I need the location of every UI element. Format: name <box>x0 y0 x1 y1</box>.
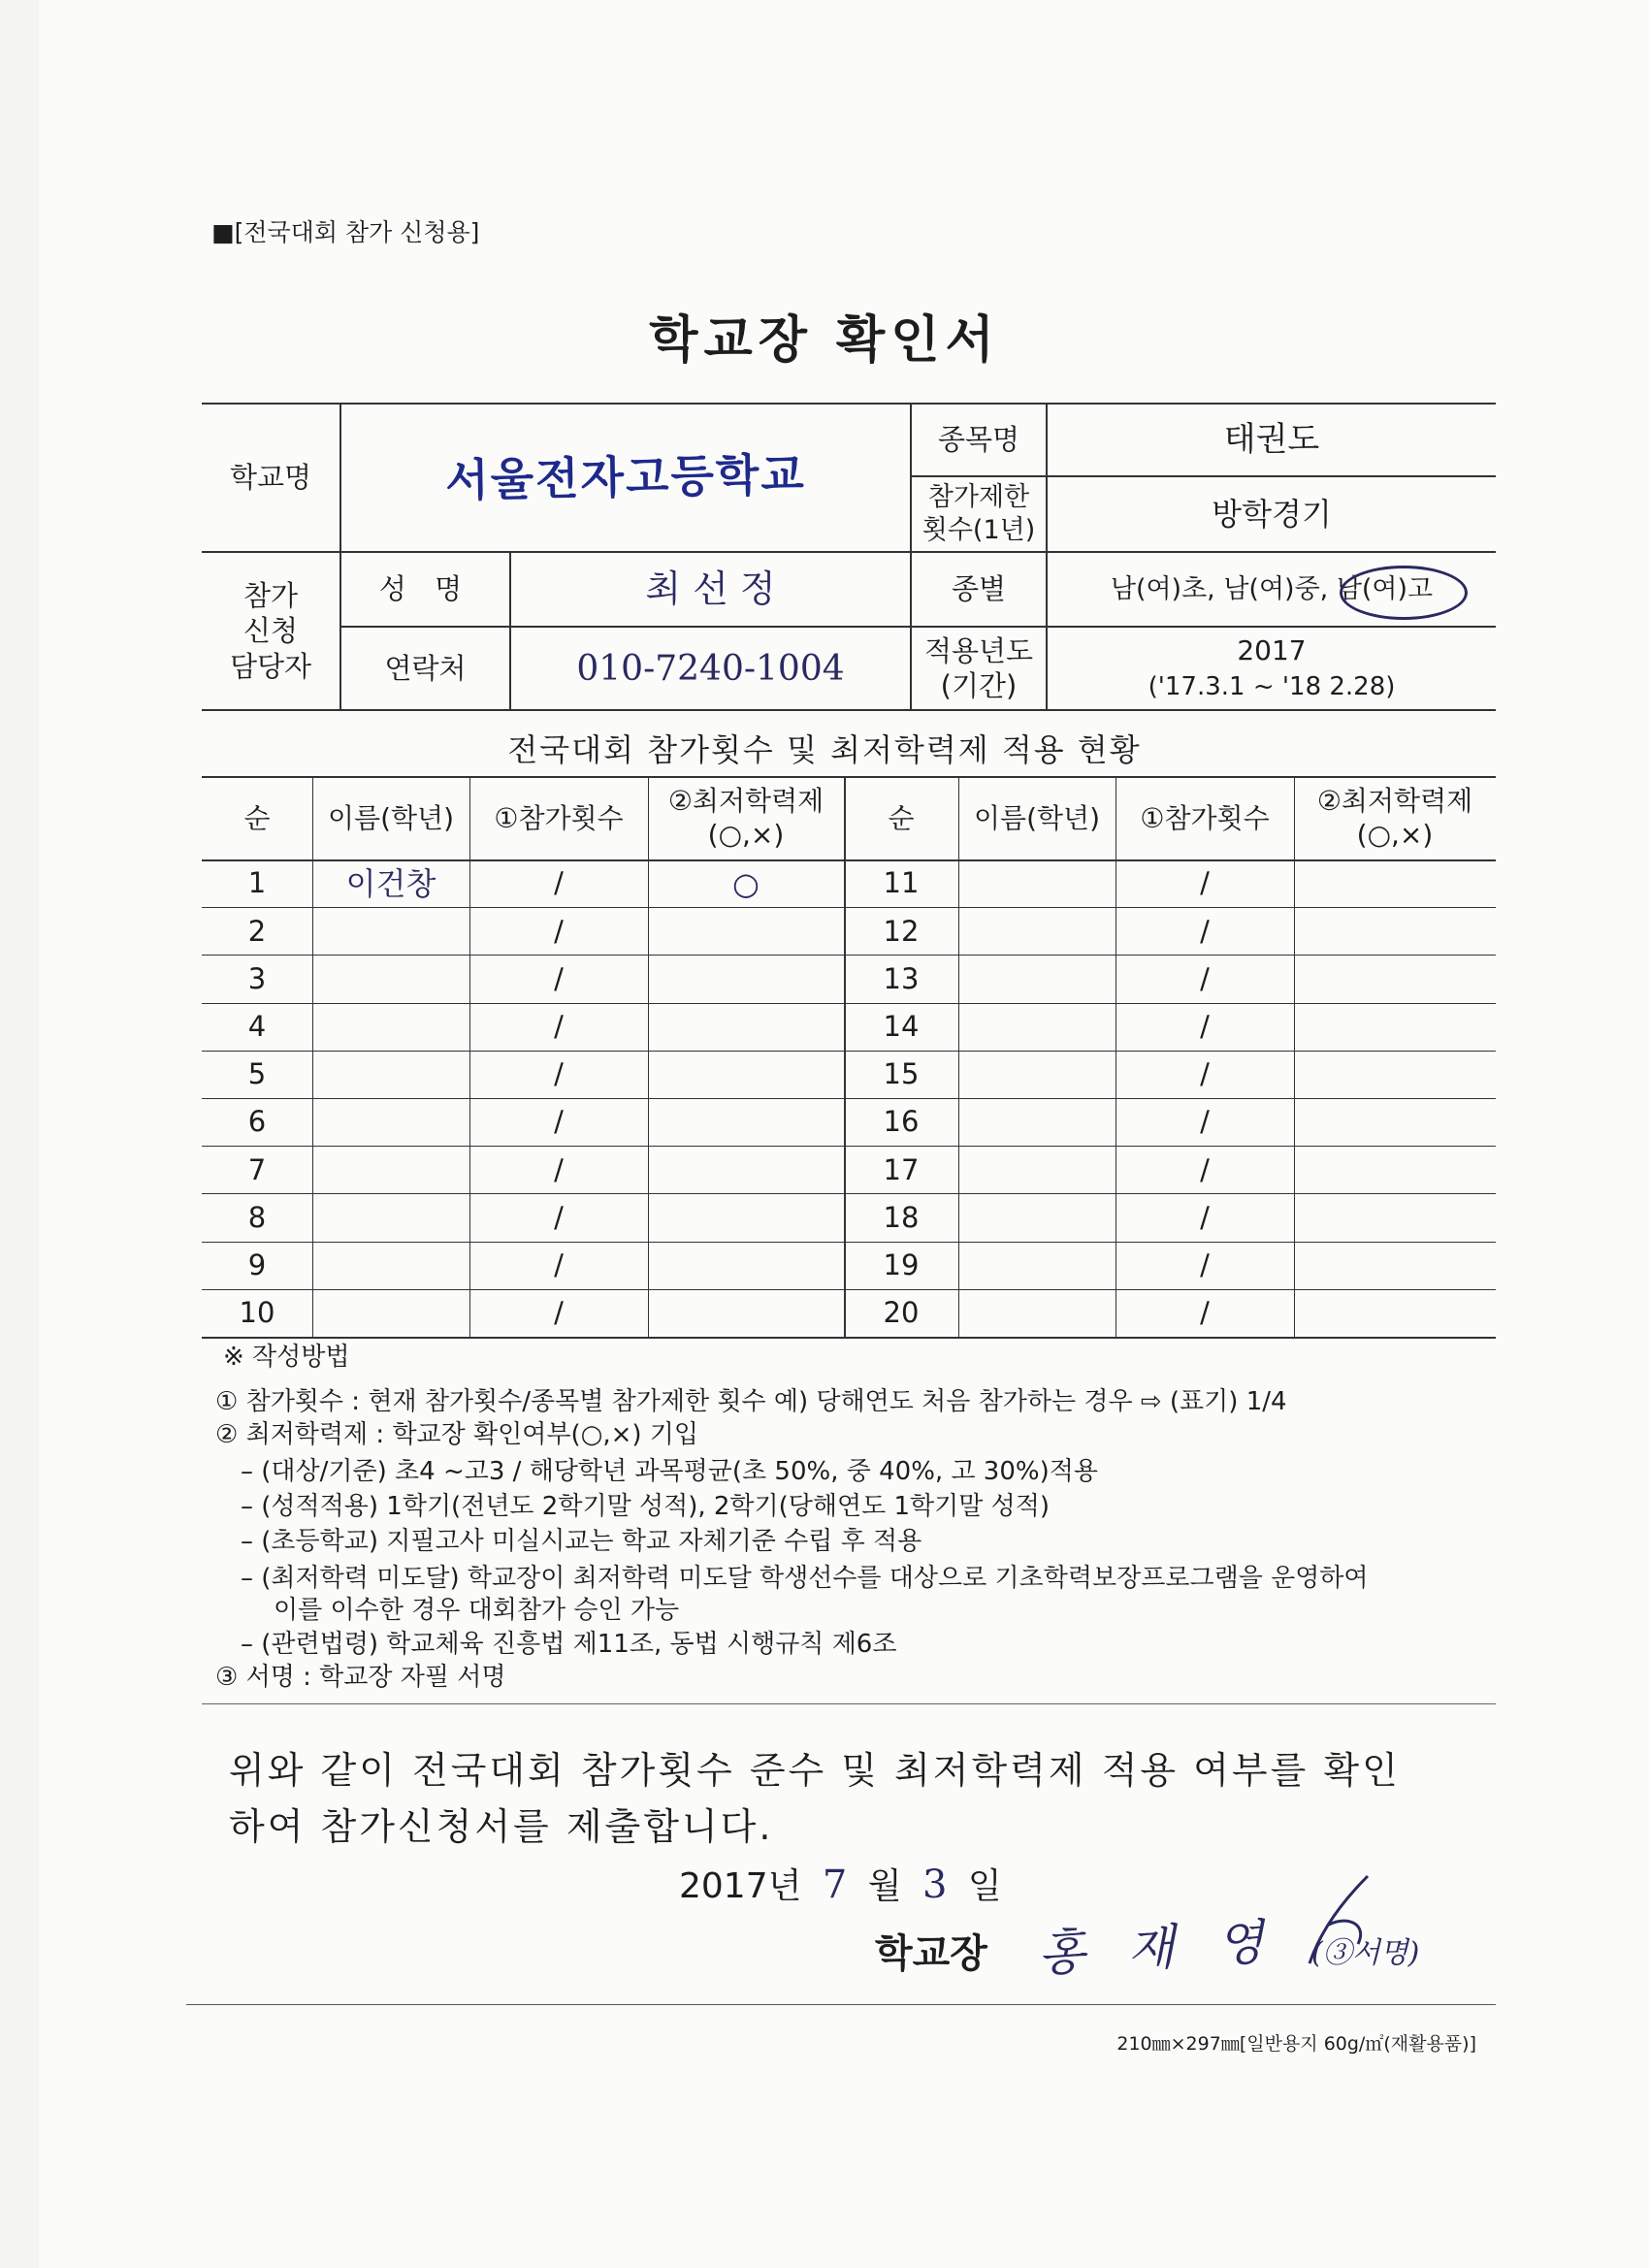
table-cell-l-min <box>648 1051 844 1098</box>
table-cell-l-min <box>648 1146 844 1193</box>
table-cell-l-no: 7 <box>247 1152 267 1186</box>
table-cell-l-name <box>312 907 469 955</box>
column-header: 순 <box>243 801 271 834</box>
table-cell-l-no: 9 <box>247 1248 267 1282</box>
table-cell-r-no: 13 <box>883 961 920 995</box>
school-value: 서울전자고등학교 <box>444 447 807 506</box>
year-label: 적용년도 (기간) <box>923 633 1034 702</box>
table-cell-l-count: / <box>554 1248 564 1282</box>
table-cell-r-name <box>958 1003 1116 1051</box>
table-cell-r-count: / <box>1200 1152 1210 1186</box>
table-cell-r-name <box>958 1193 1116 1241</box>
table-cell-r-min <box>1294 1242 1496 1289</box>
note-item: 이를 이수한 경우 대회참가 승인 가능 <box>274 1596 680 1625</box>
table-cell-l-no: 1 <box>247 866 267 900</box>
name-value: 최 선 정 <box>645 567 776 610</box>
contact-value: 010-7240-1004 <box>576 648 845 689</box>
table-cell-r-count: / <box>1200 1248 1210 1282</box>
table-cell-r-no: 20 <box>883 1296 920 1330</box>
paper-spec: 210㎜×297㎜[일반용지 60g/㎡(재활용품)] <box>1116 2033 1476 2055</box>
date-month: 7 <box>822 1863 848 1907</box>
table-cell-r-name <box>958 955 1116 1002</box>
table-cell-r-name <box>958 859 1116 907</box>
note-item: ① 참가횟수 : 현재 참가횟수/종목별 참가제한 횟수 예) 당해연도 처음 참가하는 경우 ⇨ (표기) 1/4 <box>215 1387 1287 1416</box>
table-cell-l-name <box>312 1289 469 1337</box>
table-cell-r-no: 16 <box>883 1105 920 1139</box>
table-cell-l-min <box>648 1193 844 1241</box>
table-cell-r-count: / <box>1200 1010 1210 1044</box>
table-cell-l-min <box>648 955 844 1002</box>
table-cell-r-no: 19 <box>883 1248 920 1282</box>
table-cell-l-name <box>312 1146 469 1193</box>
table-cell-l-count: / <box>554 1010 564 1044</box>
table-cell-r-no: 11 <box>883 866 920 900</box>
document-title: 학교장 확인서 <box>649 311 1000 370</box>
column-header: ①참가횟수 <box>494 801 624 834</box>
note-item: ③ 서명 : 학교장 자필 서명 <box>215 1663 506 1692</box>
date-month-label: 월 <box>867 1866 902 1906</box>
date-day: 3 <box>922 1863 948 1907</box>
column-header: ②최저학력제 (○,×) <box>1316 785 1473 851</box>
table-cell-l-min <box>648 907 844 955</box>
table-cell-r-name <box>958 907 1116 955</box>
note-heading: ※ 작성방법 <box>223 1343 350 1372</box>
school-label: 학교명 <box>229 461 312 495</box>
table-cell-l-name <box>312 1242 469 1289</box>
table-cell-l-no: 8 <box>247 1200 267 1234</box>
event-label: 종목명 <box>937 423 1020 457</box>
table-cell-l-min: ○ <box>732 864 760 902</box>
table-cell-r-no: 17 <box>883 1152 920 1186</box>
table-cell-l-name <box>312 1098 469 1146</box>
table-cell-l-name: 이건창 <box>345 864 436 902</box>
limit-label: 참가제한 횟수(1년) <box>922 482 1036 545</box>
table-cell-l-count: / <box>554 1057 564 1091</box>
column-header: 이름(학년) <box>327 801 455 834</box>
table-cell-r-count: / <box>1200 866 1210 900</box>
table-cell-l-no: 2 <box>247 914 267 948</box>
table-cell-r-count: / <box>1200 914 1210 948</box>
category-label: 종별 <box>951 572 1007 606</box>
table-cell-l-no: 5 <box>247 1057 267 1091</box>
table-cell-l-count: / <box>554 1152 564 1186</box>
contact-label: 연락처 <box>384 651 467 685</box>
table-cell-l-name <box>312 955 469 1002</box>
table-cell-r-name <box>958 1242 1116 1289</box>
table-cell-r-min <box>1294 1289 1496 1337</box>
table-cell-r-min <box>1294 1193 1496 1241</box>
note-item: ② 최저학력제 : 학교장 확인여부(○,×) 기입 <box>215 1420 699 1449</box>
signature-stroke <box>1300 1866 1387 1973</box>
statement-line-1: 위와 같이 전국대회 참가횟수 준수 및 최저학력제 적용 여부를 확인 <box>229 1749 1401 1792</box>
category-selection-circle <box>1340 566 1468 620</box>
signature-handwritten: (③서명) <box>1311 1936 1420 1970</box>
table-cell-l-name <box>312 1003 469 1051</box>
table-cell-r-no: 14 <box>883 1010 920 1044</box>
table-cell-l-no: 10 <box>239 1296 275 1330</box>
table-cell-r-count: / <box>1200 1296 1210 1330</box>
table-cell-r-no: 18 <box>883 1200 920 1234</box>
table-cell-l-count: / <box>554 866 564 900</box>
table-cell-l-count: / <box>554 914 564 948</box>
header-tag: ■[전국대회 참가 신청용] <box>211 218 480 246</box>
note-item: – (초등학교) 지필고사 미실시교는 학교 자체기준 수립 후 적용 <box>241 1527 922 1556</box>
table-cell-r-name <box>958 1146 1116 1193</box>
table-cell-l-count: / <box>554 1105 564 1139</box>
table-cell-r-min <box>1294 907 1496 955</box>
table-cell-r-min <box>1294 1146 1496 1193</box>
event-value: 태권도 <box>1223 420 1320 460</box>
note-item: – (관련법령) 학교체육 진흥법 제11조, 동법 시행규칙 제6조 <box>241 1630 897 1659</box>
note-item: – (대상/기준) 초4 ~고3 / 해당학년 과목평균(초 50%, 중 40%, 고 30%)적용 <box>241 1457 1098 1486</box>
divider <box>202 1703 1496 1704</box>
note-item: – (성적적용) 1학기(전년도 2학기말 성적), 2학기(당해연도 1학기말 성적) <box>241 1492 1051 1521</box>
table-cell-l-count: / <box>554 961 564 995</box>
table-cell-r-min <box>1294 1051 1496 1098</box>
date-line <box>679 1859 1002 1908</box>
principal-name-handwritten: 홍 재 영 <box>1036 1913 1279 1983</box>
year-period: ('17.3.1 ~ '18 2.28) <box>1148 671 1396 701</box>
statement-line-2: 하여 참가신청서를 제출합니다. <box>229 1805 774 1848</box>
column-header: 순 <box>888 801 915 834</box>
table-cell-l-name <box>312 1193 469 1241</box>
table-cell-r-name <box>958 1098 1116 1146</box>
table-cell-l-no: 6 <box>247 1105 267 1139</box>
date-day-label: 일 <box>967 1866 1002 1906</box>
table-cell-r-count: / <box>1200 1057 1210 1091</box>
table-cell-r-count: / <box>1200 1105 1210 1139</box>
column-header: 이름(학년) <box>973 801 1101 834</box>
person-label: 참가 신청 담당자 <box>229 579 312 683</box>
footer-divider <box>186 2004 1496 2005</box>
table-cell-l-no: 4 <box>247 1010 267 1044</box>
table-cell-l-count: / <box>554 1296 564 1330</box>
principal-label: 학교장 <box>875 1931 987 1976</box>
table-cell-r-name <box>958 1051 1116 1098</box>
table-cell-l-min <box>648 1003 844 1051</box>
table-cell-r-no: 12 <box>883 914 920 948</box>
table-cell-r-count: / <box>1200 1200 1210 1234</box>
column-header: ②최저학력제 (○,×) <box>667 785 824 851</box>
category-value: 남(여)초, 남(여)중, 남(여)고 <box>1110 573 1434 604</box>
table-cell-r-count: / <box>1200 961 1210 995</box>
table-cell-r-min <box>1294 955 1496 1002</box>
table-cell-r-min <box>1294 1098 1496 1146</box>
table-cell-l-min <box>648 1289 844 1337</box>
table-cell-l-min <box>648 1242 844 1289</box>
table-cell-r-min <box>1294 1003 1496 1051</box>
limit-value: 방학경기 <box>1212 496 1332 533</box>
table-cell-l-no: 3 <box>247 961 267 995</box>
section-title: 전국대회 참가횟수 및 최저학력제 적용 현황 <box>507 731 1142 768</box>
note-item: – (최저학력 미도달) 학교장이 최저학력 미도달 학생선수를 대상으로 기초학력보장프로그램을 운영하여 <box>241 1564 1369 1593</box>
table-cell-l-min <box>648 1098 844 1146</box>
table-cell-r-name <box>958 1289 1116 1337</box>
table-cell-r-no: 15 <box>883 1057 920 1091</box>
table-cell-r-min <box>1294 859 1496 907</box>
name-label: 성 명 <box>378 572 472 606</box>
year-value: 2017 <box>1237 633 1307 666</box>
table-cell-l-count: / <box>554 1200 564 1234</box>
date-year: 2017년 <box>679 1866 802 1906</box>
table-cell-l-name <box>312 1051 469 1098</box>
column-header: ①참가횟수 <box>1140 801 1270 834</box>
